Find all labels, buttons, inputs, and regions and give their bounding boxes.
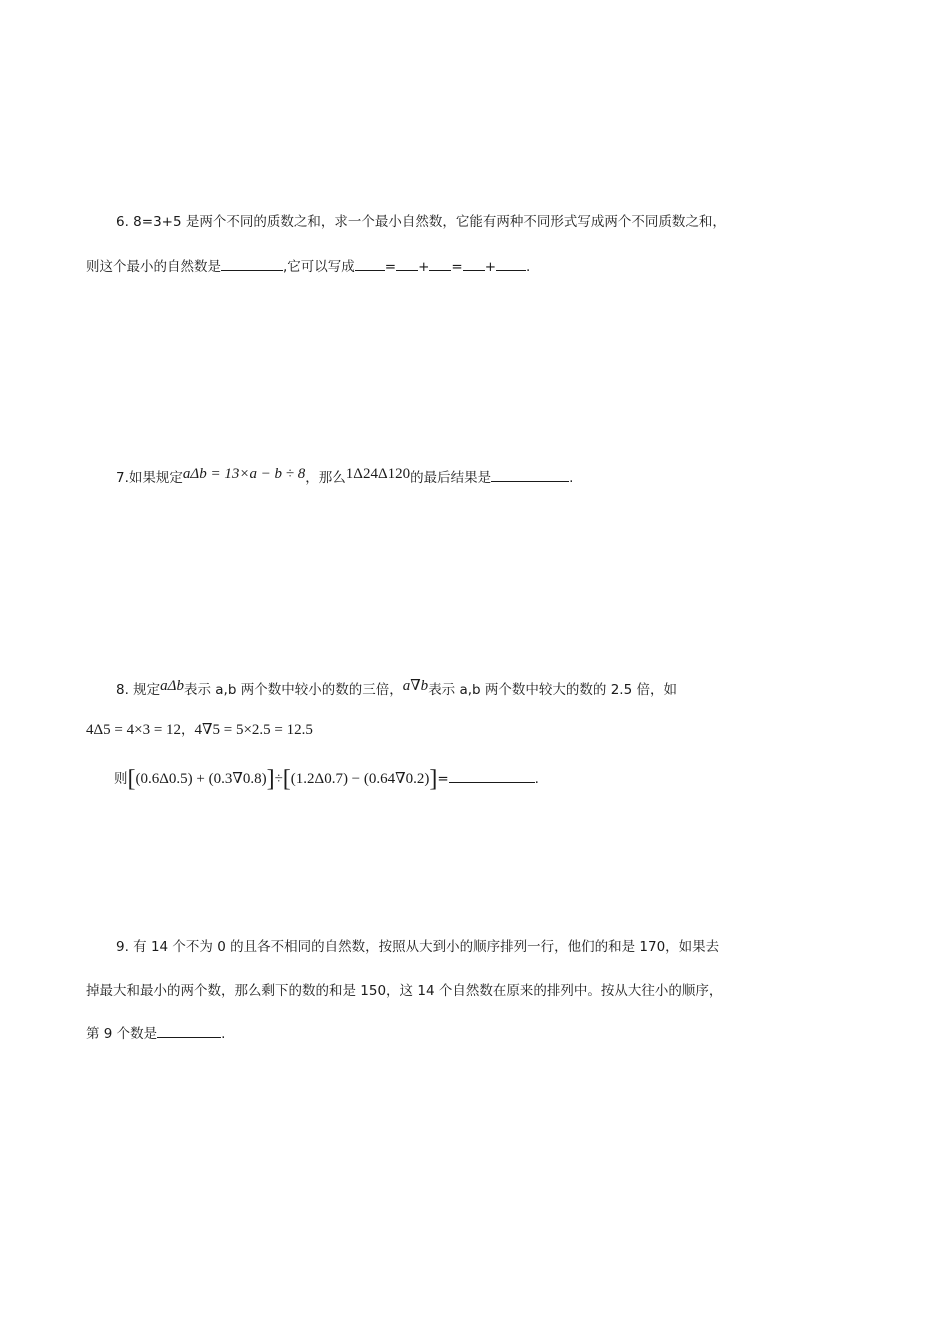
q7-suffix: 的最后结果是 [410, 470, 492, 486]
q6-end: . [526, 259, 531, 275]
q6-blank-3[interactable] [429, 256, 451, 271]
q7-expression: 1Δ24Δ120 [345, 466, 411, 482]
q8-line1 [116, 680, 677, 700]
q8-part-1: (0.6Δ0.5) + (0.3∇0.8) [135, 771, 267, 787]
q6-plus-1: + [418, 259, 430, 275]
q8-operator-nabla: a∇b [402, 678, 429, 694]
q8-example-2: 4∇5 = 5×2.5 = 12.5 [194, 722, 313, 738]
q8-left-bracket-1: [ [127, 766, 136, 792]
q8-answer-blank[interactable] [449, 768, 535, 783]
q8-line3 [114, 766, 539, 792]
q9-line2: 掉最大和最小的两个数，那么剩下的数的和是 150，这 14 个自然数在原来的排列中。按从大往小的顺序， [86, 983, 723, 999]
q7-mid: ，那么 [305, 470, 346, 486]
q9-line1: 9. 有 14 个不为 0 的且各不相同的自然数，按照从大到小的顺序排列一行，他们的和是 170，如果去 [116, 939, 720, 955]
q8-desc-2: 表示 a,b 两个数中较大的数的 2.5 倍，如 [428, 682, 677, 698]
q6-line1: 6. 8=3+5 是两个不同的质数之和，求一个最小自然数，它能有两种不同形式写成两个不同质数之和， [116, 214, 726, 230]
q6-blank-4[interactable] [463, 256, 485, 271]
q8-separator: ， [181, 722, 195, 738]
q8-end: . [534, 771, 539, 787]
q7-formula: aΔb = 13×a − b ÷ 8 [182, 466, 306, 482]
q8-equals: = [437, 771, 449, 787]
q6-line2-text-b: ,它可以写成 [283, 259, 355, 275]
q8-left-bracket-2: [ [282, 766, 291, 792]
q7-end: . [569, 470, 574, 486]
q9-answer-blank[interactable] [157, 1023, 221, 1038]
q7-answer-blank[interactable] [491, 467, 569, 482]
q8-line2 [86, 720, 313, 740]
q6-eq-1: = [384, 259, 397, 275]
q6-plus-2: + [484, 259, 497, 275]
q9-line3-text: 第 9 个数是 [86, 1026, 158, 1042]
q9-end: . [221, 1026, 226, 1042]
q8-right-bracket-1: ] [266, 766, 275, 792]
q6-answer-blank[interactable] [221, 256, 283, 271]
q8-prefix: 8. 规定 [116, 682, 161, 698]
q7-line [116, 467, 573, 488]
q8-desc-1: 表示 a,b 两个数中较小的数的三倍， [183, 682, 403, 698]
q8-part-2: (1.2Δ0.7) − (0.64∇0.2) [290, 771, 430, 787]
q9-line3 [86, 1023, 225, 1044]
q8-divide: ÷ [274, 771, 283, 787]
q8-then: 则 [114, 771, 128, 787]
q6-blank-1[interactable] [355, 256, 385, 271]
q6-line2 [86, 256, 530, 277]
q8-example-1: 4Δ5 = 4×3 = 12 [86, 722, 182, 738]
q8-right-bracket-2: ] [429, 766, 438, 792]
q8-operator-delta: aΔb [160, 678, 184, 694]
q6-line2-text-a: 则这个最小的自然数是 [86, 259, 221, 275]
q7-prefix: 7.如果规定 [116, 470, 183, 486]
q6-blank-2[interactable] [396, 256, 418, 271]
q6-blank-5[interactable] [496, 256, 526, 271]
q6-eq-2: = [451, 259, 463, 275]
